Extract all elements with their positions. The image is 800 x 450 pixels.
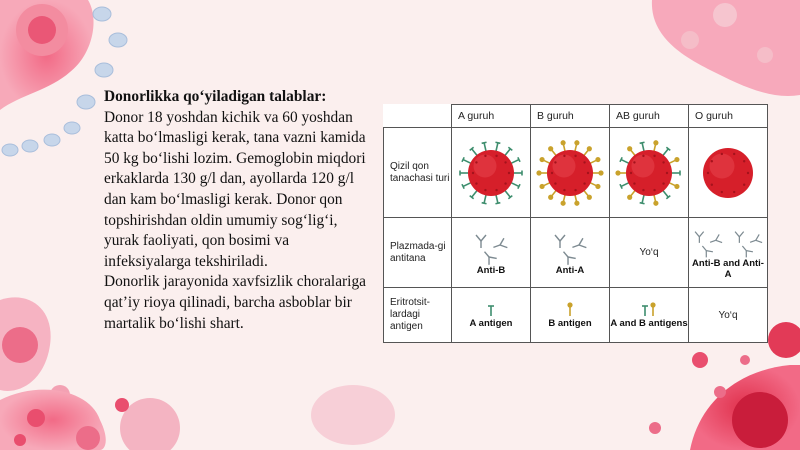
cell-rbc-b bbox=[531, 128, 610, 218]
column-header-ab: AB guruh bbox=[610, 105, 689, 128]
antibody-icon bbox=[689, 226, 727, 258]
row-label-plasma: Plazmada-gi antitana bbox=[384, 218, 452, 288]
table-corner-cell bbox=[384, 105, 452, 128]
table-row-rbc bbox=[384, 128, 768, 218]
column-header-b: B guruh bbox=[531, 105, 610, 128]
cell-plasma-b bbox=[531, 218, 610, 288]
ab-antigen-icon bbox=[639, 302, 659, 318]
donor-paragraph-2: Donorlik jarayonida xavfsizlik choralariga qat’iy rioya qilinadi, barcha asboblar bir martalik bo‘lishi shart. bbox=[104, 273, 366, 332]
cell-rbc-a bbox=[452, 128, 531, 218]
cell-plasma-a bbox=[452, 218, 531, 288]
row-label-rbc: Qizil qon tanachasi turi bbox=[384, 128, 452, 218]
a-antigen-icon bbox=[481, 302, 501, 318]
table-header-row bbox=[384, 105, 768, 128]
column-header-o: O guruh bbox=[689, 105, 768, 128]
donor-paragraph-1 bbox=[104, 87, 376, 272]
red-blood-cell-ab-antigen-icon bbox=[614, 138, 684, 208]
plasma-value-a: Anti-B bbox=[476, 265, 506, 276]
donor-requirements-text bbox=[104, 87, 376, 334]
antigen-value-a: A antigen bbox=[469, 317, 513, 329]
b-antigen-icon bbox=[560, 302, 580, 318]
column-header-a: A guruh bbox=[452, 105, 531, 128]
table-row-plasma bbox=[384, 218, 768, 288]
antibody-icon bbox=[729, 226, 767, 258]
antigen-value-ab: A and B antigens bbox=[610, 317, 688, 329]
antigen-value-o: Yo‘q bbox=[718, 309, 738, 321]
antigen-value-b: B antigen bbox=[548, 317, 592, 329]
blood-group-table bbox=[383, 104, 768, 343]
cell-rbc-o bbox=[689, 128, 768, 218]
donor-heading: Donorlikka qo‘yiladigan talablar: bbox=[104, 88, 327, 105]
row-label-antigen: Eritrotsit-lardagi antigen bbox=[384, 288, 452, 343]
antibody-icon bbox=[469, 229, 513, 265]
cell-plasma-ab bbox=[610, 218, 689, 288]
cell-plasma-o bbox=[689, 218, 768, 288]
antibody-pair bbox=[689, 226, 767, 258]
cell-rbc-ab bbox=[610, 128, 689, 218]
plasma-value-ab: Yo‘q bbox=[639, 247, 659, 258]
cell-antigen-ab bbox=[610, 288, 689, 343]
donor-body-1: Donor 18 yoshdan kichik va 60 yoshdan katta bo‘lmasligi kerak, tana vazni kamida 50 kg bo‘lishi lozim. Gemoglobin miqdori erkaklarda 130 g/l dan, ayollarda 120 g/l dan kam bo‘lmasligi kerak. Donor qon topshirishdan oldin umumiy sog‘lig‘i, yurak faoliyati, qon bosimi va infeksiyalarga tekshiriladi. bbox=[104, 108, 366, 270]
red-blood-cell-b-antigen-icon bbox=[535, 138, 605, 208]
cell-antigen-b bbox=[531, 288, 610, 343]
red-blood-cell-a-antigen-icon bbox=[456, 138, 526, 208]
plasma-value-o: Anti-B and Anti-A bbox=[692, 257, 764, 280]
plasma-value-b: Anti-A bbox=[555, 265, 585, 276]
cell-antigen-o bbox=[689, 288, 768, 343]
table-row-antigen bbox=[384, 288, 768, 343]
cell-antigen-a bbox=[452, 288, 531, 343]
red-blood-cell-no-antigen-icon bbox=[693, 138, 763, 208]
antibody-icon bbox=[548, 229, 592, 265]
